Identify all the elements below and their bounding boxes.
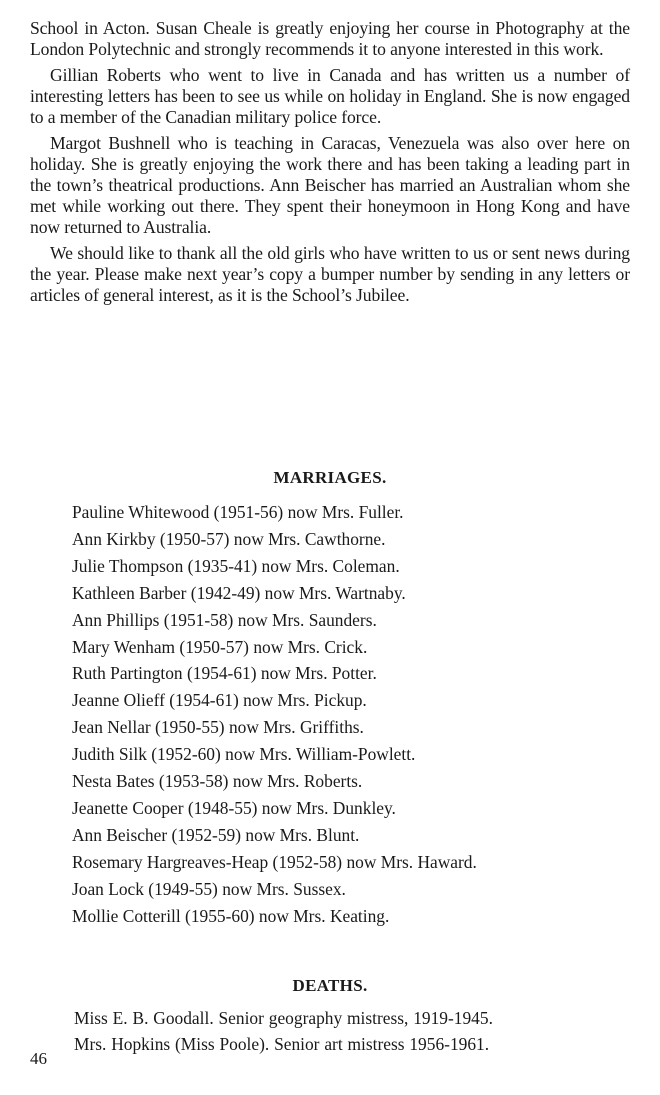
death-entry: Mrs. Hopkins (Miss Poole). Senior art mistress 1956-1961.	[74, 1034, 490, 1054]
marriage-entry: Kathleen Barber (1942-49) now Mrs. Wartnaby.	[72, 582, 406, 603]
marriage-entry: Ruth Partington (1954-61) now Mrs. Potter.	[72, 663, 377, 684]
body-text	[30, 18, 630, 306]
marriage-entry: Joan Lock (1949-55) now Mrs. Sussex.	[72, 878, 346, 899]
marriage-entry: Jeanette Cooper (1948-55) now Mrs. Dunkley.	[72, 797, 396, 818]
marriage-entry: Julie Thompson (1935-41) now Mrs. Coleman.	[72, 555, 400, 576]
deaths-heading: DEATHS.	[292, 976, 368, 995]
marriage-entry: Nesta Bates (1953-58) now Mrs. Roberts.	[72, 771, 363, 792]
marriage-entry: Ann Beischer (1952-59) now Mrs. Blunt.	[72, 824, 360, 845]
paragraph-thanks: We should like to thank all the old girls who have written to us or sent news during the year. Please make next year’s copy a bumper number by sending in any letters or articles of general interest, as it is the School’s Jubilee.	[30, 243, 630, 305]
paragraph-continuation: School in Acton. Susan Cheale is greatly enjoying her course in Photography at the London Polytechnic and strongly recommends it to anyone interested in this work.	[30, 18, 630, 59]
page-number: 46	[30, 1049, 47, 1068]
marriage-entry: Mollie Cotterill (1955-60) now Mrs. Keating.	[72, 905, 390, 926]
marriages-list	[72, 499, 477, 930]
paragraph-gillian-roberts: Gillian Roberts who went to live in Canada and has written us a number of interesting letters has been to see us while on holiday in England. She is now engaged to a member of the Canadian military police force.	[30, 65, 630, 127]
marriages-heading: MARRIAGES.	[273, 468, 387, 487]
deaths-list	[74, 1005, 493, 1057]
paragraph-margot-bushnell: Margot Bushnell who is teaching in Caracas, Venezuela was also over here on holiday. She is greatly enjoying the work there and has been taking a leading part in the town’s theatrical productions. Ann Beischer has married an Australian whom she met while working out there. They spent their honeymoon in Hong Kong and have now returned to Australia.	[30, 133, 630, 237]
document-page	[30, 18, 630, 1054]
marriage-entry: Ann Kirkby (1950-57) now Mrs. Cawthorne.	[72, 528, 386, 549]
marriage-entry: Judith Silk (1952-60) now Mrs. William-Powlett.	[72, 744, 416, 765]
marriage-entry: Pauline Whitewood (1951-56) now Mrs. Fuller.	[72, 502, 404, 522]
marriage-entry: Mary Wenham (1950-57) now Mrs. Crick.	[72, 636, 368, 657]
death-entry: Miss E. B. Goodall. Senior geography mistress, 1919-1945.	[74, 1008, 493, 1028]
marriage-entry: Jean Nellar (1950-55) now Mrs. Griffiths.	[72, 717, 364, 738]
marriage-entry: Ann Phillips (1951-58) now Mrs. Saunders.	[72, 609, 377, 630]
marriage-entry: Rosemary Hargreaves-Heap (1952-58) now Mrs. Haward.	[72, 851, 477, 872]
marriage-entry: Jeanne Olieff (1954-61) now Mrs. Pickup.	[72, 690, 367, 711]
